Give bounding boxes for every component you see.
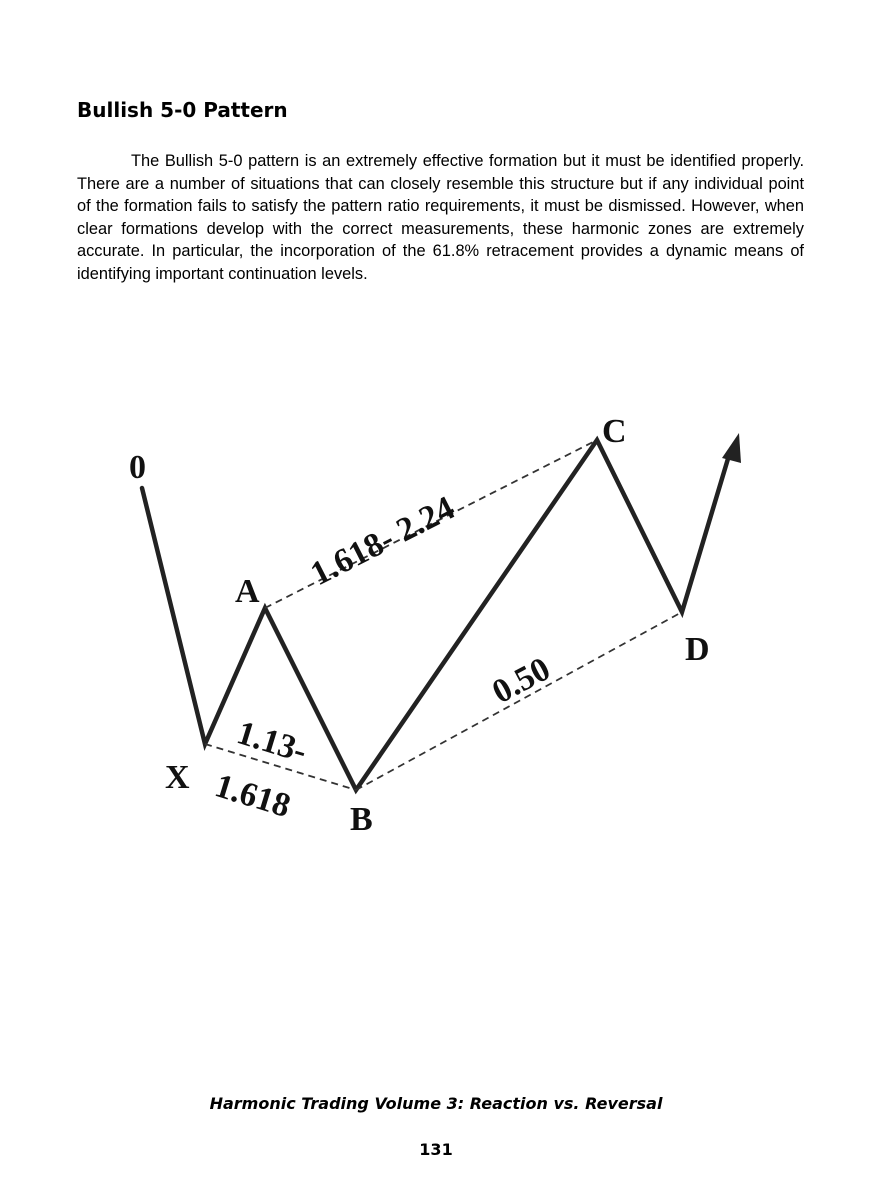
section-heading: Bullish 5-0 Pattern <box>77 98 288 122</box>
ratio-label-ab-bc: 1.618- 2.24 <box>304 489 461 594</box>
breakout-arrow-head <box>722 433 741 463</box>
ratio-label-xa-ab-bottom: 1.618 <box>210 767 295 826</box>
ratio-label-bc-cd: 0.50 <box>486 650 557 712</box>
point-label-zero: 0 <box>129 449 146 486</box>
footer-book-title: Harmonic Trading Volume 3: Reaction vs. Reversal <box>209 1094 663 1113</box>
point-label-x: X <box>165 759 190 796</box>
point-label-c: C <box>602 413 627 450</box>
body-paragraph: The Bullish 5-0 pattern is an extremely effective formation but it must be identified properly. There are a number of situations that can closely resemble this structure but if any individual point of the formation fails to satisfy the pattern ratio requirements, it must be dismissed. However, when clear formations develop with the correct measurements, these harmonic zones are extremely accurate. In particular, the incorporation of the 61.8% retracement provides a dynamic means of identifying important continuation levels. <box>77 152 804 283</box>
ratio-label-xa-ab-top: 1.13- <box>232 714 312 771</box>
point-label-a: A <box>235 573 260 610</box>
page-number: 131 <box>419 1140 453 1159</box>
point-label-d: D <box>685 631 710 668</box>
point-label-b: B <box>350 801 373 838</box>
